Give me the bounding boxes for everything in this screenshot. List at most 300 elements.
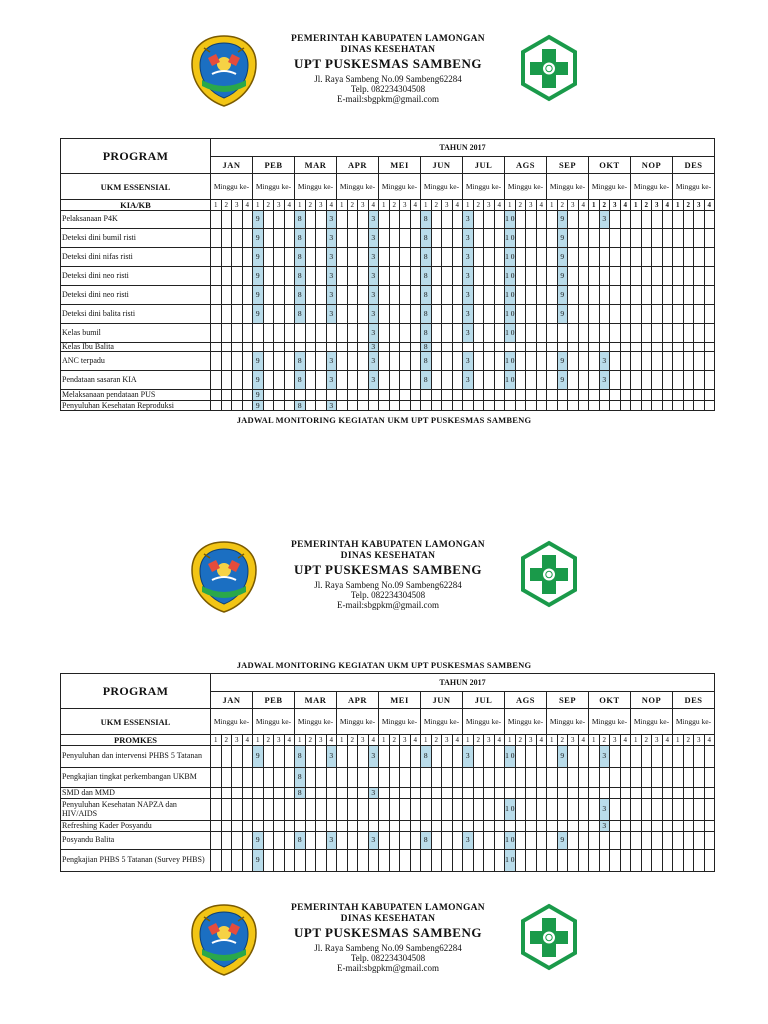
scheduled-week: 3 — [463, 211, 474, 229]
empty-week — [610, 788, 621, 799]
week-number: 2 — [641, 200, 652, 211]
empty-week — [316, 390, 327, 401]
empty-week — [284, 850, 295, 872]
empty-week — [589, 286, 600, 305]
month-header: SEP — [547, 157, 589, 174]
week-number: 3 — [652, 735, 663, 746]
empty-week — [337, 799, 348, 821]
empty-week — [452, 768, 463, 788]
empty-week — [347, 390, 358, 401]
empty-week — [347, 229, 358, 248]
empty-week — [242, 788, 253, 799]
empty-week — [694, 390, 705, 401]
empty-week — [242, 211, 253, 229]
empty-week — [221, 352, 232, 371]
empty-week — [337, 352, 348, 371]
address: Jl. Raya Sambeng No.09 Sambeng62284 — [314, 73, 462, 84]
empty-week — [536, 390, 547, 401]
empty-week — [274, 832, 285, 850]
week-label: Minggu ke- — [379, 174, 421, 200]
empty-week — [536, 343, 547, 352]
scheduled-week: 3 — [463, 352, 474, 371]
empty-week — [547, 305, 558, 324]
empty-week — [379, 768, 390, 788]
empty-week — [337, 371, 348, 390]
empty-week — [662, 788, 673, 799]
empty-week — [578, 746, 589, 768]
empty-week — [305, 324, 316, 343]
month-header: PEB — [253, 157, 295, 174]
week-number: 3 — [274, 735, 285, 746]
week-number: 3 — [316, 735, 327, 746]
empty-week — [610, 850, 621, 872]
week-number: 3 — [232, 735, 243, 746]
empty-week — [221, 286, 232, 305]
empty-week — [358, 286, 369, 305]
scheduled-week: 3 — [368, 305, 379, 324]
empty-week — [557, 799, 568, 821]
empty-week — [599, 768, 610, 788]
empty-week — [536, 799, 547, 821]
empty-week — [652, 821, 663, 832]
empty-week — [232, 788, 243, 799]
week-number: 2 — [221, 200, 232, 211]
empty-week — [694, 343, 705, 352]
table-row — [61, 746, 715, 768]
empty-week — [263, 371, 274, 390]
week-number: 3 — [610, 200, 621, 211]
empty-week — [379, 401, 390, 411]
week-number: 3 — [232, 200, 243, 211]
empty-week — [410, 343, 421, 352]
scheduled-week: 3 — [463, 324, 474, 343]
week-number: 3 — [526, 735, 537, 746]
scheduled-week: 1 0 — [505, 305, 516, 324]
empty-week — [274, 788, 285, 799]
empty-week — [662, 324, 673, 343]
scheduled-week: 1 0 — [505, 352, 516, 371]
schedule-title: JADWAL MONITORING KEGIATAN UKM UPT PUSKESMAS SAMBENG — [236, 660, 532, 670]
empty-week — [694, 305, 705, 324]
empty-week — [589, 211, 600, 229]
empty-week — [704, 788, 715, 799]
empty-week — [526, 390, 537, 401]
empty-week — [442, 305, 453, 324]
empty-week — [694, 286, 705, 305]
empty-week — [263, 305, 274, 324]
empty-week — [284, 821, 295, 832]
empty-week — [358, 352, 369, 371]
empty-week — [400, 267, 411, 286]
week-number: 3 — [526, 200, 537, 211]
empty-week — [452, 211, 463, 229]
empty-week — [694, 821, 705, 832]
empty-week — [536, 832, 547, 850]
empty-week — [641, 746, 652, 768]
empty-week — [368, 768, 379, 788]
empty-week — [463, 401, 474, 411]
empty-week — [683, 371, 694, 390]
empty-week — [662, 352, 673, 371]
empty-week — [452, 799, 463, 821]
month-header: PEB — [253, 692, 295, 709]
empty-week — [589, 248, 600, 267]
empty-week — [484, 343, 495, 352]
scheduled-week: 9 — [557, 286, 568, 305]
empty-week — [263, 768, 274, 788]
scheduled-week: 3 — [599, 352, 610, 371]
empty-week — [242, 850, 253, 872]
empty-week — [452, 788, 463, 799]
week-number: 1 — [631, 735, 642, 746]
week-number: 1 — [463, 200, 474, 211]
empty-week — [284, 371, 295, 390]
scheduled-week: 8 — [295, 768, 306, 788]
empty-week — [484, 390, 495, 401]
empty-week — [347, 832, 358, 850]
empty-week — [568, 305, 579, 324]
lamongan-emblem-icon — [190, 903, 258, 977]
activity-name: Pelaksanaan P4K — [61, 211, 211, 229]
empty-week — [232, 371, 243, 390]
empty-week — [221, 305, 232, 324]
empty-week — [347, 267, 358, 286]
empty-week — [673, 248, 684, 267]
empty-week — [442, 821, 453, 832]
empty-week — [274, 211, 285, 229]
empty-week — [494, 768, 505, 788]
scheduled-week: 3 — [368, 746, 379, 768]
table-row — [61, 286, 715, 305]
week-number: 2 — [263, 735, 274, 746]
scheduled-week: 8 — [421, 211, 432, 229]
empty-week — [337, 768, 348, 788]
empty-week — [358, 343, 369, 352]
empty-week — [631, 229, 642, 248]
empty-week — [578, 788, 589, 799]
empty-week — [673, 343, 684, 352]
empty-week — [316, 267, 327, 286]
scheduled-week: 3 — [368, 788, 379, 799]
scheduled-week: 3 — [326, 229, 337, 248]
empty-week — [263, 832, 274, 850]
week-number: 3 — [568, 200, 579, 211]
scheduled-week: 3 — [326, 248, 337, 267]
week-number: 4 — [536, 200, 547, 211]
week-number: 3 — [568, 735, 579, 746]
empty-week — [221, 832, 232, 850]
empty-week — [515, 267, 526, 286]
week-number: 3 — [400, 735, 411, 746]
empty-week — [578, 799, 589, 821]
empty-week — [662, 229, 673, 248]
empty-week — [400, 746, 411, 768]
activity-name: Pengkajian tingkat perkembangan UKBM — [61, 768, 211, 788]
empty-week — [641, 390, 652, 401]
empty-week — [242, 768, 253, 788]
empty-week — [494, 343, 505, 352]
empty-week — [421, 768, 432, 788]
empty-week — [389, 850, 400, 872]
empty-week — [641, 850, 652, 872]
empty-week — [274, 390, 285, 401]
empty-week — [473, 832, 484, 850]
scheduled-week: 3 — [463, 267, 474, 286]
week-number: 4 — [494, 735, 505, 746]
empty-week — [484, 286, 495, 305]
month-header: JUL — [463, 692, 505, 709]
empty-week — [305, 799, 316, 821]
month-header: DES — [673, 157, 715, 174]
table-row — [61, 248, 715, 267]
empty-week — [568, 832, 579, 850]
empty-week — [284, 768, 295, 788]
empty-week — [484, 850, 495, 872]
empty-week — [389, 371, 400, 390]
empty-week — [232, 832, 243, 850]
empty-week — [536, 371, 547, 390]
week-number: 1 — [337, 200, 348, 211]
week-number: 2 — [263, 200, 274, 211]
empty-week — [568, 324, 579, 343]
empty-week — [662, 799, 673, 821]
empty-week — [232, 746, 243, 768]
empty-week — [515, 229, 526, 248]
empty-week — [442, 267, 453, 286]
activity-name: Deteksi dini balita risti — [61, 305, 211, 324]
empty-week — [610, 390, 621, 401]
week-number: 4 — [578, 735, 589, 746]
empty-week — [211, 788, 222, 799]
empty-week — [536, 746, 547, 768]
empty-week — [599, 832, 610, 850]
empty-week — [347, 211, 358, 229]
empty-week — [295, 343, 306, 352]
empty-week — [410, 267, 421, 286]
empty-week — [389, 401, 400, 411]
empty-week — [358, 746, 369, 768]
scheduled-week: 3 — [463, 286, 474, 305]
empty-week — [589, 267, 600, 286]
empty-week — [221, 267, 232, 286]
empty-week — [284, 324, 295, 343]
week-number: 4 — [368, 735, 379, 746]
empty-week — [379, 286, 390, 305]
empty-week — [274, 768, 285, 788]
empty-week — [316, 799, 327, 821]
empty-week — [568, 248, 579, 267]
week-label: Minggu ke- — [295, 174, 337, 200]
empty-week — [610, 324, 621, 343]
letterhead — [0, 34, 768, 114]
week-number: 1 — [547, 200, 558, 211]
empty-week — [326, 343, 337, 352]
scheduled-week: 3 — [368, 286, 379, 305]
empty-week — [295, 799, 306, 821]
empty-week — [358, 324, 369, 343]
empty-week — [326, 850, 337, 872]
month-header: DES — [673, 692, 715, 709]
week-number: 4 — [452, 735, 463, 746]
activity-name: Penyuluhan Kesehatan NAPZA dan HIV/AIDS — [61, 799, 211, 821]
month-header: AGS — [505, 157, 547, 174]
empty-week — [337, 229, 348, 248]
empty-week — [316, 746, 327, 768]
empty-week — [263, 401, 274, 411]
week-label: Minggu ke- — [421, 709, 463, 735]
empty-week — [610, 821, 621, 832]
empty-week — [568, 371, 579, 390]
empty-week — [536, 248, 547, 267]
empty-week — [662, 821, 673, 832]
month-header: APR — [337, 157, 379, 174]
scheduled-week: 9 — [557, 305, 568, 324]
empty-week — [221, 229, 232, 248]
empty-week — [610, 401, 621, 411]
empty-week — [610, 211, 621, 229]
empty-week — [326, 799, 337, 821]
scheduled-week: 9 — [557, 832, 568, 850]
empty-week — [274, 267, 285, 286]
month-header: OKT — [589, 157, 631, 174]
scheduled-week: 3 — [326, 401, 337, 411]
empty-week — [431, 248, 442, 267]
empty-week — [295, 390, 306, 401]
month-header: JUL — [463, 157, 505, 174]
empty-week — [274, 799, 285, 821]
empty-week — [704, 229, 715, 248]
empty-week — [389, 248, 400, 267]
month-header: MAR — [295, 157, 337, 174]
empty-week — [662, 746, 673, 768]
activity-name: ANC terpadu — [61, 352, 211, 371]
empty-week — [536, 352, 547, 371]
empty-week — [704, 390, 715, 401]
empty-week — [316, 229, 327, 248]
empty-week — [400, 371, 411, 390]
empty-week — [358, 821, 369, 832]
empty-week — [652, 211, 663, 229]
empty-week — [599, 788, 610, 799]
empty-week — [494, 401, 505, 411]
empty-week — [379, 343, 390, 352]
scheduled-week: 9 — [557, 267, 568, 286]
empty-week — [232, 211, 243, 229]
empty-week — [536, 211, 547, 229]
phone: Telp. 082234304508 — [350, 84, 426, 95]
scheduled-week: 8 — [295, 305, 306, 324]
empty-week — [316, 832, 327, 850]
empty-week — [442, 371, 453, 390]
empty-week — [452, 267, 463, 286]
table-row — [61, 799, 715, 821]
empty-week — [505, 821, 516, 832]
empty-week — [494, 390, 505, 401]
empty-week — [620, 746, 631, 768]
empty-week — [379, 229, 390, 248]
empty-week — [431, 305, 442, 324]
week-number: 2 — [599, 735, 610, 746]
empty-week — [284, 248, 295, 267]
week-number: 1 — [673, 200, 684, 211]
empty-week — [631, 390, 642, 401]
empty-week — [484, 832, 495, 850]
email: E-mail:sbgpkm@gmail.com — [336, 94, 440, 105]
empty-week — [652, 343, 663, 352]
letterhead-text — [258, 903, 518, 974]
empty-week — [221, 401, 232, 411]
empty-week — [631, 746, 642, 768]
empty-week — [400, 788, 411, 799]
empty-week — [305, 788, 316, 799]
empty-week — [274, 324, 285, 343]
week-label: Minggu ke- — [589, 174, 631, 200]
empty-week — [589, 390, 600, 401]
empty-week — [368, 799, 379, 821]
empty-week — [389, 211, 400, 229]
empty-week — [578, 305, 589, 324]
empty-week — [589, 229, 600, 248]
week-label: Minggu ke- — [505, 174, 547, 200]
empty-week — [221, 371, 232, 390]
empty-week — [694, 267, 705, 286]
week-number: 2 — [473, 735, 484, 746]
schedule-title: JADWAL MONITORING KEGIATAN UKM UPT PUSKESMAS SAMBENG — [236, 415, 532, 425]
empty-week — [400, 229, 411, 248]
empty-week — [316, 211, 327, 229]
scheduled-week: 3 — [368, 248, 379, 267]
empty-week — [347, 352, 358, 371]
empty-week — [442, 401, 453, 411]
empty-week — [263, 229, 274, 248]
empty-week — [242, 229, 253, 248]
scheduled-week: 8 — [421, 286, 432, 305]
week-number: 2 — [473, 200, 484, 211]
empty-week — [442, 229, 453, 248]
phone: Telp. 082234304508 — [350, 953, 426, 964]
scheduled-week: 3 — [599, 821, 610, 832]
empty-week — [662, 768, 673, 788]
scheduled-week: 3 — [368, 324, 379, 343]
empty-week — [641, 832, 652, 850]
empty-week — [358, 799, 369, 821]
empty-week — [473, 286, 484, 305]
scheduled-week: 8 — [295, 248, 306, 267]
empty-week — [358, 390, 369, 401]
empty-week — [421, 401, 432, 411]
scheduled-week: 3 — [599, 746, 610, 768]
week-number: 2 — [347, 200, 358, 211]
empty-week — [358, 229, 369, 248]
empty-week — [410, 821, 421, 832]
empty-week — [589, 799, 600, 821]
empty-week — [568, 788, 579, 799]
empty-week — [410, 850, 421, 872]
scheduled-week: 1 0 — [505, 746, 516, 768]
empty-week — [631, 352, 642, 371]
empty-week — [536, 850, 547, 872]
scheduled-week: 8 — [295, 788, 306, 799]
empty-week — [421, 390, 432, 401]
empty-week — [242, 799, 253, 821]
scheduled-week: 3 — [368, 832, 379, 850]
empty-week — [578, 401, 589, 411]
empty-week — [431, 821, 442, 832]
empty-week — [547, 371, 558, 390]
table-row — [61, 390, 715, 401]
empty-week — [526, 371, 537, 390]
empty-week — [526, 286, 537, 305]
